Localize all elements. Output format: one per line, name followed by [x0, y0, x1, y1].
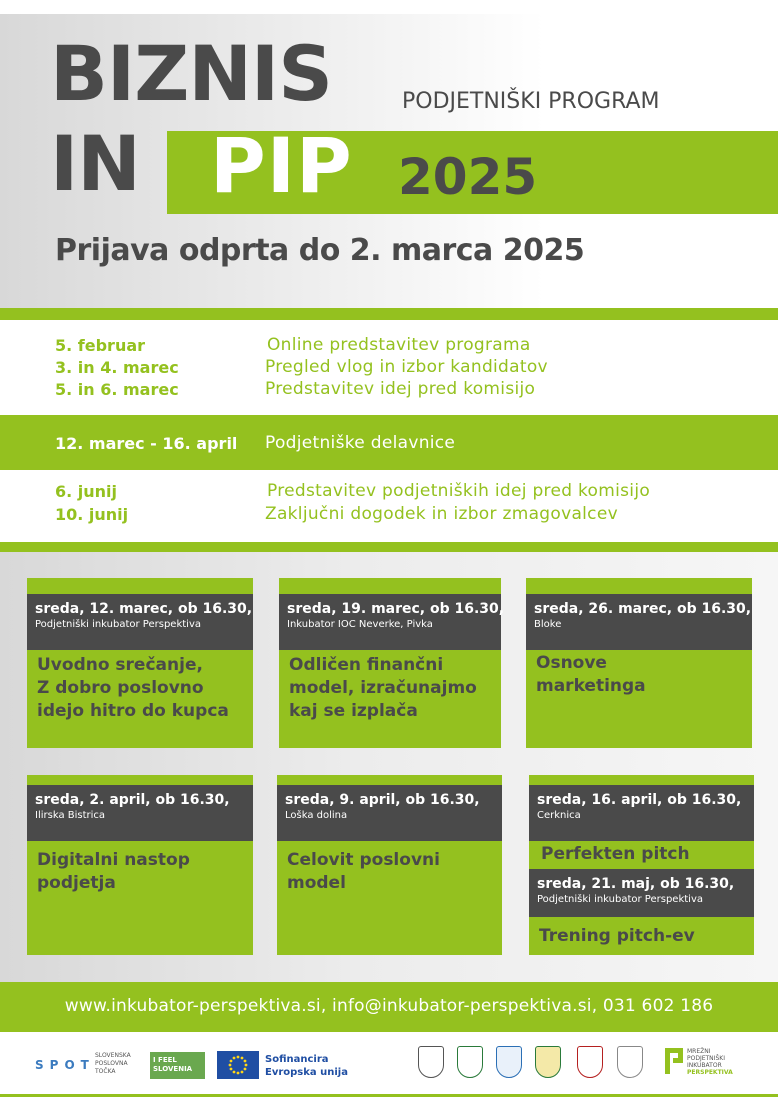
top-strip	[0, 0, 778, 14]
mpi-brand: PERSPEKTIVA	[687, 1069, 733, 1076]
workshop-location: Bloke	[534, 619, 562, 630]
schedule-text: Predstavitev podjetniških idej pred komisijo	[267, 481, 651, 501]
workshop-header	[529, 869, 754, 917]
workshop-title: Uvodno srečanje, Z dobro poslovno idejo hitro do kupca	[37, 655, 229, 721]
eu-stars-icon	[217, 1051, 259, 1079]
schedule-text: Online predstavitev programa	[267, 335, 531, 355]
workshop-title: Osnove marketinga	[536, 653, 646, 696]
spot-logo	[35, 1054, 95, 1073]
workshop-title: Celovit poslovni model	[287, 850, 440, 893]
schedule-date: 12. marec - 16. april	[55, 434, 238, 453]
eu-flag-icon	[217, 1051, 259, 1079]
eu-text-line: Sofinancira	[265, 1054, 329, 1065]
title-in: IN	[50, 119, 140, 208]
workshop-location: Ilirska Bistrica	[35, 810, 106, 821]
municipality-crest-icon	[617, 1046, 643, 1078]
workshop-date: sreda, 16. april, ob 16.30,	[537, 792, 742, 808]
workshop-header	[526, 594, 752, 650]
program-year: 2025	[398, 148, 538, 206]
workshop-header	[529, 785, 754, 841]
workshop-date: sreda, 12. marec, ob 16.30,	[35, 601, 253, 617]
workshop-date: sreda, 26. marec, ob 16.30,	[534, 601, 752, 617]
workshop-card	[27, 578, 253, 748]
application-deadline: Prijava odprta do 2. marca 2025	[55, 233, 585, 268]
schedule-date: 10. junij	[55, 505, 129, 524]
i-feel-slovenia-logo	[150, 1052, 205, 1079]
municipality-crest-icon	[418, 1046, 444, 1078]
workshop-location: Inkubator IOC Neverke, Pivka	[287, 619, 433, 630]
schedule-text: Zaključni dogodek in izbor zmagovalcev	[265, 504, 618, 524]
workshop-header	[277, 785, 502, 841]
workshop-date: sreda, 9. april, ob 16.30,	[285, 792, 480, 808]
spot-subtitle-line: TOČKA	[95, 1068, 116, 1075]
workshop-card	[279, 578, 505, 748]
workshop-card	[277, 775, 502, 955]
schedule-text: Podjetniške delavnice	[265, 433, 456, 453]
eu-cofunding-text	[265, 1053, 348, 1079]
contact-bar	[0, 982, 778, 1032]
mpi-text-line: PODJETNIŠKI	[687, 1055, 725, 1062]
municipality-crest-icon	[535, 1046, 561, 1078]
mpi-text-line: INKUBATOR	[687, 1062, 722, 1069]
eu-text-line: Evropska unija	[265, 1067, 348, 1078]
program-label: PODJETNIŠKI PROGRAM	[402, 89, 660, 114]
workshop-header	[279, 594, 505, 650]
workshop-date: sreda, 2. april, ob 16.30,	[35, 792, 230, 808]
workshop-location: Loška dolina	[285, 810, 348, 821]
divider	[0, 308, 778, 320]
municipality-crest-icon	[577, 1046, 603, 1078]
title-biznis: BIZNIS	[50, 29, 332, 118]
spot-subtitle-line: SLOVENSKA	[95, 1052, 131, 1059]
workshop-location: Podjetniški inkubator Perspektiva	[537, 894, 703, 905]
divider	[0, 542, 778, 552]
workshop-card	[526, 578, 752, 748]
workshop-date: sreda, 21. maj, ob 16.30,	[537, 876, 735, 892]
perspektiva-mark-icon	[665, 1048, 683, 1074]
mpi-text-line	[687, 1069, 733, 1076]
mpi-text	[687, 1048, 733, 1076]
workshop-title: Odličen finančni model, izračunajmo kaj se izplača	[289, 655, 477, 721]
spot-subtitle-line: POSLOVNA	[95, 1060, 128, 1067]
workshop-title: Perfekten pitch	[541, 844, 690, 864]
bottom-line	[0, 1094, 778, 1097]
workshop-card	[529, 775, 754, 955]
workshop-header	[27, 594, 253, 650]
schedule-text: Pregled vlog in izbor kandidatov	[265, 357, 548, 377]
workshop-title: Trening pitch-ev	[539, 926, 695, 946]
schedule-date: 6. junij	[55, 482, 118, 501]
municipality-crest-icon	[496, 1046, 522, 1078]
schedule-date: 5. in 6. marec	[55, 380, 179, 399]
spot-subtitle	[95, 1052, 131, 1076]
workshop-date: sreda, 19. marec, ob 16.30,	[287, 601, 505, 617]
ifeel-line: SLOVENIA	[153, 1065, 193, 1073]
workshop-location: Cerknica	[537, 810, 581, 821]
municipality-crest-icon	[457, 1046, 483, 1078]
workshop-title: Digitalni nastop podjetja	[37, 850, 190, 893]
workshop-location: Podjetniški inkubator Perspektiva	[35, 619, 201, 630]
workshop-header	[27, 785, 253, 841]
schedule-date: 3. in 4. marec	[55, 358, 179, 377]
mpi-text-line: MREŽNI	[687, 1048, 711, 1055]
schedule-text: Predstavitev idej pred komisijo	[265, 379, 536, 399]
spot-logo-text: SPOT	[35, 1058, 95, 1072]
ifeel-line: I FEEL	[153, 1056, 177, 1064]
contact-info: www.inkubator-perspektiva.si, info@inkubator-perspektiva.si, 031 602 186	[64, 996, 714, 1016]
workshop-card	[27, 775, 253, 955]
schedule-date: 5. februar	[55, 336, 146, 355]
title-pip: PIP	[210, 121, 353, 210]
